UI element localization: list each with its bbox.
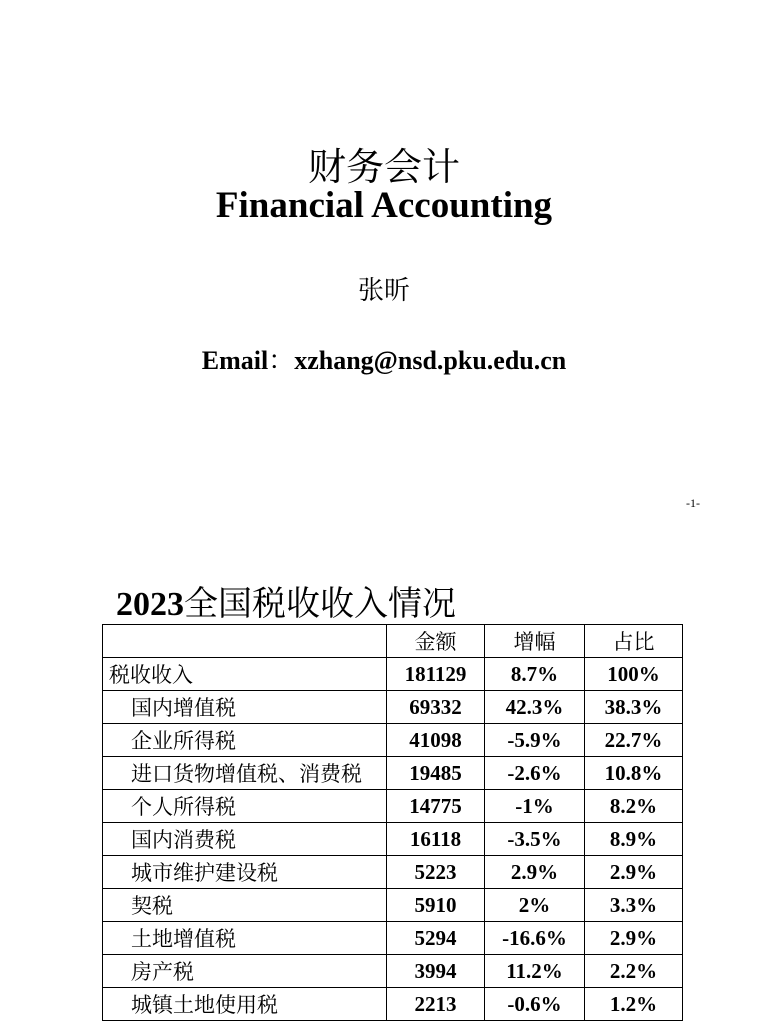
header-share: 占比 xyxy=(585,625,683,658)
cell-growth: 2% xyxy=(485,889,585,922)
cell-amount: 19485 xyxy=(387,757,485,790)
cell-item-name: 企业所得税 xyxy=(103,724,387,757)
header-amount: 金额 xyxy=(387,625,485,658)
cell-amount: 2213 xyxy=(387,988,485,1021)
cell-item-name: 契税 xyxy=(103,889,387,922)
author-name: 张昕 xyxy=(357,276,410,306)
cell-item-name: 国内消费税 xyxy=(103,823,387,856)
tax-slide-title-text: 全国税收收入情况 xyxy=(184,584,456,624)
cell-growth: -1% xyxy=(485,790,585,823)
cell-growth: -5.9% xyxy=(485,724,585,757)
table-row xyxy=(103,856,683,889)
cell-share: 8.9% xyxy=(585,823,683,856)
cell-item-name: 税收收入 xyxy=(103,658,387,691)
cell-item-name: 个人所得税 xyxy=(103,790,387,823)
cell-share: 3.3% xyxy=(585,889,683,922)
cell-amount: 5294 xyxy=(387,922,485,955)
tax-revenue-table xyxy=(102,624,683,1021)
course-title-chinese: 财务会计 xyxy=(307,145,460,189)
cell-growth: -2.6% xyxy=(485,757,585,790)
cell-share: 38.3% xyxy=(585,691,683,724)
table-row xyxy=(103,790,683,823)
cell-item-name: 城市维护建设税 xyxy=(103,856,387,889)
cell-share: 2.2% xyxy=(585,955,683,988)
table-row xyxy=(103,922,683,955)
cell-growth: 11.2% xyxy=(485,955,585,988)
cell-amount: 69332 xyxy=(387,691,485,724)
cell-share: 2.9% xyxy=(585,922,683,955)
cell-item-name: 房产税 xyxy=(103,955,387,988)
cell-item-name: 土地增值税 xyxy=(103,922,387,955)
table-row xyxy=(103,823,683,856)
email-address[interactable]: xzhang@nsd.pku.edu.cn xyxy=(294,346,567,375)
table-row xyxy=(103,691,683,724)
cell-growth: 42.3% xyxy=(485,691,585,724)
cell-growth: 8.7% xyxy=(485,658,585,691)
cell-growth: 2.9% xyxy=(485,856,585,889)
email-colon: ： xyxy=(268,346,295,376)
cell-amount: 41098 xyxy=(387,724,485,757)
cell-share: 100% xyxy=(585,658,683,691)
table-row xyxy=(103,757,683,790)
cell-item-name: 国内增值税 xyxy=(103,691,387,724)
cell-amount: 5223 xyxy=(387,856,485,889)
tax-slide-title-year: 2023 xyxy=(116,586,184,623)
cell-share: 1.2% xyxy=(585,988,683,1021)
table-row xyxy=(103,889,683,922)
cell-amount: 16118 xyxy=(387,823,485,856)
cell-share: 8.2% xyxy=(585,790,683,823)
cell-amount: 181129 xyxy=(387,658,485,691)
cell-amount: 14775 xyxy=(387,790,485,823)
cell-growth: -3.5% xyxy=(485,823,585,856)
cell-growth: -0.6% xyxy=(485,988,585,1021)
table-body xyxy=(103,658,683,1021)
table-row xyxy=(103,988,683,1021)
course-title-english: Financial Accounting xyxy=(215,185,553,226)
cell-share: 2.9% xyxy=(585,856,683,889)
table-row xyxy=(103,658,683,691)
cell-share: 22.7% xyxy=(585,724,683,757)
cell-item-name: 进口货物增值税、消费税 xyxy=(103,757,387,790)
table-row xyxy=(103,724,683,757)
email-label: Email xyxy=(201,346,269,375)
cell-share: 10.8% xyxy=(585,757,683,790)
email-line xyxy=(0,340,768,377)
table-header-row xyxy=(103,625,683,658)
cell-item-name: 城镇土地使用税 xyxy=(103,988,387,1021)
tax-slide-title xyxy=(116,576,456,625)
page-number: -1- xyxy=(686,496,700,510)
cell-growth: -16.6% xyxy=(485,922,585,955)
table-row xyxy=(103,955,683,988)
cell-amount: 5910 xyxy=(387,889,485,922)
cell-amount: 3994 xyxy=(387,955,485,988)
header-growth: 增幅 xyxy=(485,625,585,658)
header-item xyxy=(103,625,387,658)
